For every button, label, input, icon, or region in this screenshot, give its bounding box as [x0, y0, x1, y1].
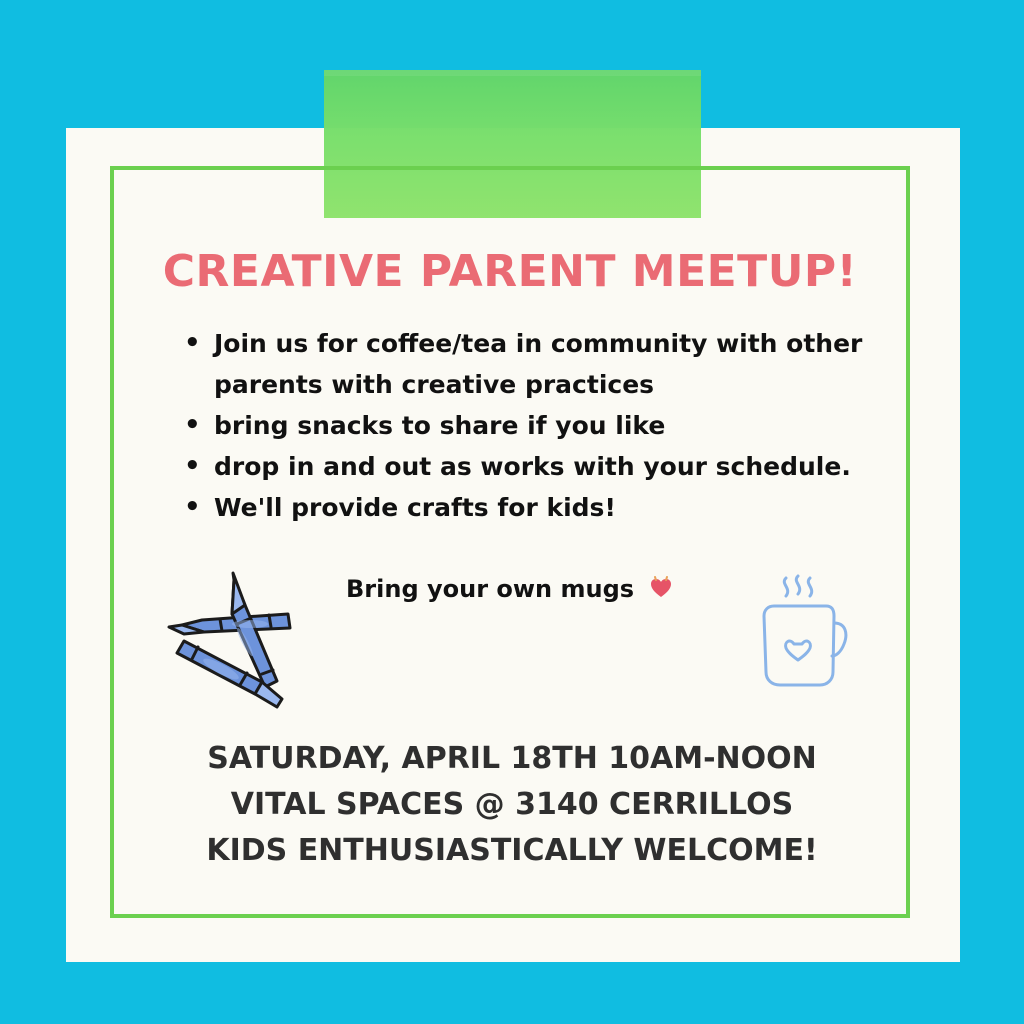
- bring-mugs-note: [346, 575, 674, 603]
- bring-mugs-text: Bring your own mugs: [346, 575, 635, 603]
- event-date-time: SATURDAY, APRIL 18TH 10AM-NOON: [207, 741, 817, 776]
- event-details: [122, 736, 902, 874]
- bullet-text-coffee: Join us for coffee/tea in community with other parents with creative practices: [214, 329, 863, 399]
- crayons-icon: [164, 570, 294, 720]
- bullet-text-schedule: drop in and out as works with your schedule.: [214, 452, 851, 481]
- bullet-item-crafts: [184, 487, 904, 528]
- flyer-title: CREATIVE PARENT MEETUP!: [162, 246, 858, 297]
- bullet-item-snacks: [184, 405, 904, 446]
- event-location: VITAL SPACES @ 3140 CERRILLOS: [230, 787, 794, 822]
- event-kids-welcome: KIDS ENTHUSIASTICALLY WELCOME!: [206, 833, 818, 868]
- coffee-cup-icon: [756, 568, 850, 692]
- bullet-text-snacks: bring snacks to share if you like: [214, 411, 666, 440]
- bullet-item-schedule: [184, 446, 904, 487]
- bullet-list: [184, 323, 904, 528]
- heart-icon: [648, 575, 674, 601]
- bullet-text-crafts: We'll provide crafts for kids!: [214, 493, 616, 522]
- bullet-item-coffee: [184, 323, 904, 405]
